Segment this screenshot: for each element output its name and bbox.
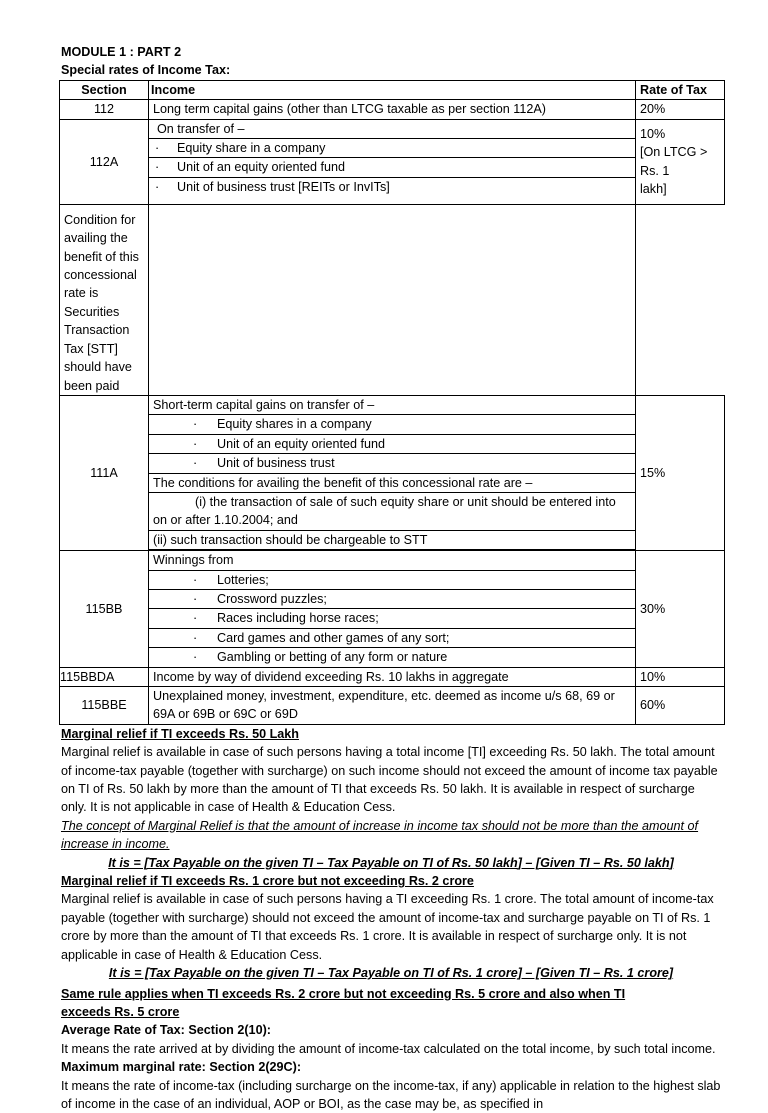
marginal-relief-50-body: Marginal relief is available in case of such persons having a total income [TI] exceeding Rs. 50 lakh. The total amount of income-tax payable (together with surcharge) on such income should not exceed the amount of income tax payable on TI of Rs. 50 lakh by more than the amount of TI that exceeds Rs. 50 lakh. It is available in respect of surcharge only. It is not applicable in case of Health & Education Cess.	[61, 745, 718, 815]
list-item: Lotteries;	[217, 572, 269, 587]
rate-line: 10%	[640, 126, 666, 141]
section-cell: 115BBDA	[60, 667, 149, 686]
section-cell: 112A	[60, 119, 149, 204]
section-cell: 112	[60, 100, 149, 119]
table-row	[60, 158, 725, 177]
table-title: Special rates of Income Tax:	[61, 63, 231, 78]
list-item: Card games and other games of any sort;	[217, 630, 450, 645]
bullet-icon: ·	[155, 141, 160, 156]
marginal-relief-1cr-title: Marginal relief if TI exceeds Rs. 1 crore but not exceeding Rs. 2 crore	[61, 874, 474, 889]
income-cell: (i) the transaction of sale of such equity share or unit should be entered into on or after 1.10.2004; and	[149, 492, 636, 530]
table-row	[60, 687, 725, 725]
header-section: Section	[60, 80, 149, 99]
income-cell: Long term capital gains (other than LTCG taxable as per section 112A)	[149, 100, 636, 119]
header-rate: Rate of Tax	[636, 80, 725, 99]
tax-rates-table	[59, 80, 725, 725]
rate-cell: 60%	[636, 687, 725, 725]
marginal-relief-1cr-body: Marginal relief is available in case of such persons having a TI exceeding Rs. 1 crore. The total amount of income-tax payable (together with surcharge) should not exceed the amount of income-tax and surcharge payable on TI of Rs. 1 crore by more than the amount of TI that exceeds Rs. 1 crore. It is available in respect of surcharge only. It is not applicable in case of Health & Education Cess.	[61, 892, 714, 962]
income-cell: The conditions for availing the benefit of this concessional rate are –	[149, 473, 636, 492]
income-cell	[149, 415, 636, 434]
average-rate-body: It means the rate arrived at by dividing the amount of income-tax calculated on the total income, by such total income.	[61, 1041, 716, 1056]
table-row	[60, 454, 725, 473]
table-row	[60, 415, 725, 434]
bullet-icon: ·	[193, 572, 198, 587]
bullet-icon: ·	[193, 611, 198, 626]
income-cell: Unexplained money, investment, expenditure, etc. deemed as income u/s 68, 69 or 69A or 69B or 69C or 69D	[149, 687, 636, 725]
list-item: Unit of business trust [REITs or InvITs]	[177, 179, 390, 194]
bullet-icon: ·	[193, 417, 198, 432]
table-row	[60, 139, 725, 158]
list-item: Equity share in a company	[177, 141, 326, 156]
list-item: Unit of business trust	[217, 456, 335, 471]
income-cell: Income by way of dividend exceeding Rs. 10 lakhs in aggregate	[149, 667, 636, 686]
income-cell	[149, 570, 636, 589]
table-row	[60, 395, 725, 414]
table-row	[60, 609, 725, 628]
income-cell	[149, 177, 636, 204]
table-row	[60, 119, 725, 138]
section-cell: 115BBE	[60, 687, 149, 725]
income-cell: On transfer of –	[149, 119, 636, 138]
income-cell	[149, 158, 636, 177]
bullet-icon: ·	[193, 436, 198, 451]
rate-cell	[149, 204, 636, 395]
bullet-icon: ·	[193, 456, 198, 471]
rate-line: Rs. 1	[640, 163, 670, 178]
table-row	[60, 551, 725, 570]
table-row	[60, 473, 725, 492]
bullet-icon: ·	[155, 160, 160, 175]
list-item: Unit of an equity oriented fund	[217, 436, 386, 451]
header-income: Income	[149, 80, 636, 99]
condition-cell: Condition for availing the benefit of this concessional rate is Securities Transaction Tax [STT] should have been paid	[60, 204, 149, 395]
bullet-icon: ·	[155, 179, 160, 194]
table-row	[60, 570, 725, 589]
rate-cell: 15%	[636, 395, 725, 550]
table-row	[60, 530, 725, 549]
document-page	[61, 43, 721, 1113]
table-row	[60, 492, 725, 530]
income-cell: Short-term capital gains on transfer of –	[149, 395, 636, 414]
marginal-relief-50-formula: It is = [Tax Payable on the given TI – Tax Payable on TI of Rs. 50 lakh] – [Given TI – Rs. 50 lakh]	[108, 855, 674, 870]
table-row	[60, 648, 725, 667]
section-cell: 111A	[60, 395, 149, 550]
section-cell: 115BB	[60, 551, 149, 667]
list-item: Unit of an equity oriented fund	[177, 160, 346, 175]
table-row	[60, 589, 725, 608]
list-item: Gambling or betting of any form or nature	[217, 650, 448, 665]
rate-cell	[636, 119, 725, 204]
table-row	[60, 100, 725, 119]
table-row	[60, 434, 725, 453]
income-cell	[149, 434, 636, 453]
rate-cell: 30%	[636, 551, 725, 667]
rate-cell: 20%	[636, 100, 725, 119]
max-marginal-rate-body: It means the rate of income-tax (including surcharge on the income-tax, if any) applicable in relation to the highest slab of income in the case of an individual, AOP or BOI, as the case may be, as specified in	[61, 1078, 721, 1111]
income-cell	[149, 589, 636, 608]
module-title: MODULE 1 : PART 2	[61, 45, 182, 59]
table-row	[60, 177, 725, 204]
marginal-relief-50-title: Marginal relief if TI exceeds Rs. 50 Lakh	[61, 726, 299, 741]
rate-line: lakh]	[640, 182, 667, 197]
marginal-relief-concept: The concept of Marginal Relief is that the amount of increase in income tax should not be more than the amount of increase in income.	[61, 818, 699, 852]
table-header-row	[60, 80, 725, 99]
same-rule-note: Same rule applies when TI exceeds Rs. 2 crore but not exceeding Rs. 5 crore and also when TI exceeds Rs. 5 crore	[61, 986, 626, 1019]
list-item: Crossword puzzles;	[217, 591, 327, 606]
income-cell	[149, 139, 636, 158]
income-cell: Winnings from	[149, 551, 636, 570]
income-cell	[149, 454, 636, 473]
average-rate-title: Average Rate of Tax: Section 2(10):	[61, 1023, 271, 1038]
rate-cell: 10%	[636, 667, 725, 686]
marginal-relief-1cr-formula: It is = [Tax Payable on the given TI – Tax Payable on TI of Rs. 1 crore] – [Given TI – Rs. 1 crore]	[108, 966, 674, 981]
max-marginal-rate-title: Maximum marginal rate: Section 2(29C):	[61, 1060, 302, 1075]
income-cell	[149, 648, 636, 667]
table-row	[60, 204, 725, 395]
rate-line: [On LTCG >	[640, 145, 708, 160]
bullet-icon: ·	[193, 650, 198, 665]
income-cell	[149, 628, 636, 647]
table-row	[60, 667, 725, 686]
income-cell: (ii) such transaction should be chargeable to STT	[149, 530, 636, 549]
bullet-icon: ·	[193, 591, 198, 606]
table-row	[60, 628, 725, 647]
list-item: Equity shares in a company	[217, 417, 372, 432]
bullet-icon: ·	[193, 630, 198, 645]
list-item: Races including horse races;	[217, 611, 379, 626]
income-cell	[149, 609, 636, 628]
